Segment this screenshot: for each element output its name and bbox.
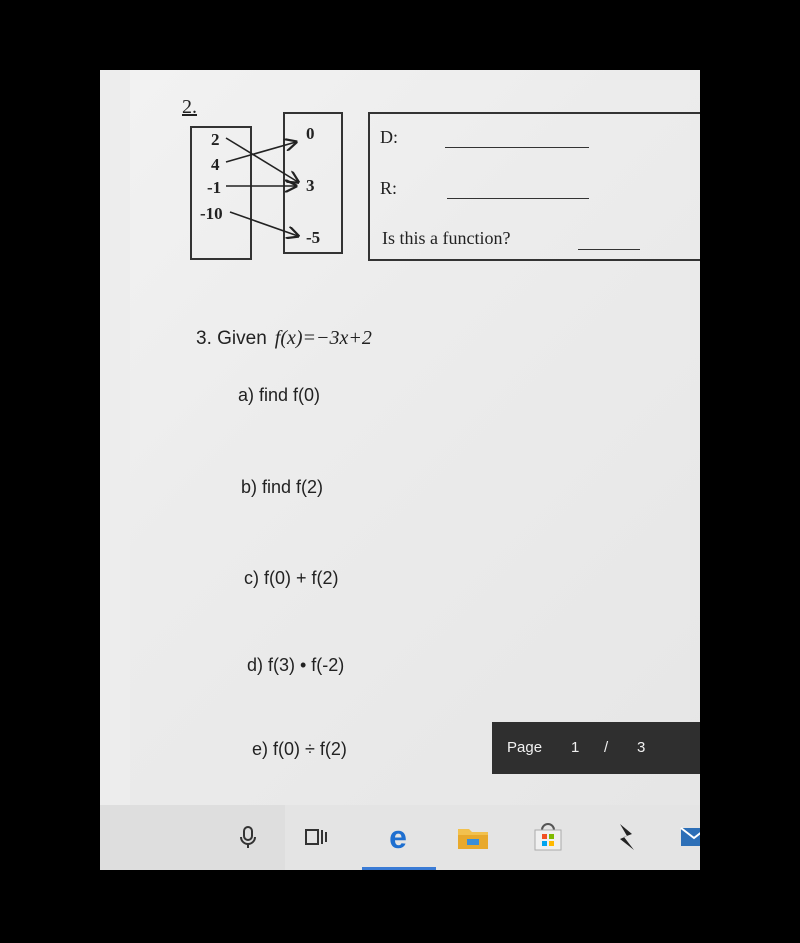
file-explorer-icon[interactable]	[455, 819, 491, 855]
domain-label: D:	[380, 127, 398, 147]
range-value: -5	[306, 228, 321, 247]
domain-value: 4	[211, 155, 220, 174]
part-a: a) find f(0)	[238, 385, 321, 405]
function-question: Is this a function?	[382, 228, 511, 248]
store-icon[interactable]	[530, 819, 566, 855]
document-page	[130, 70, 700, 805]
question-2-number: 2.	[182, 96, 197, 118]
total-pages: 3	[637, 739, 646, 756]
app-icon[interactable]	[608, 819, 644, 855]
part-b: b) find f(2)	[241, 477, 324, 497]
question-3-prefix: 3. Given	[196, 328, 267, 349]
svg-text:e: e	[389, 821, 407, 853]
domain-answer-blank[interactable]	[445, 147, 589, 148]
edge-icon[interactable]	[380, 819, 416, 855]
current-page: 1	[571, 739, 580, 756]
screen	[100, 70, 700, 870]
function-answer-blank[interactable]	[578, 249, 640, 250]
arrow-neg10-to-neg5	[230, 212, 298, 236]
part-e: e) f(0) ÷ f(2)	[252, 739, 347, 759]
mail-icon[interactable]	[676, 819, 700, 855]
part-d: d) f(3) • f(-2)	[247, 655, 345, 675]
domain-value: 2	[211, 130, 220, 149]
range-value: 0	[306, 124, 315, 143]
part-c: c) f(0) + f(2)	[244, 568, 339, 588]
domain-value: -10	[200, 204, 223, 223]
page-separator: /	[604, 739, 609, 756]
range-value: 3	[306, 176, 315, 195]
function-equation: f(x)=−3x+2	[274, 327, 372, 349]
left-margin	[100, 70, 130, 805]
task-view-icon[interactable]	[298, 819, 334, 855]
microphone-icon[interactable]	[230, 819, 266, 855]
range-label: R:	[380, 178, 398, 198]
page-label: Page	[507, 739, 543, 756]
question-3	[196, 327, 372, 350]
taskbar	[100, 805, 700, 870]
active-app-indicator	[362, 867, 436, 870]
page-indicator[interactable]	[492, 722, 700, 774]
range-answer-blank[interactable]	[447, 198, 589, 199]
domain-value: -1	[207, 178, 222, 197]
